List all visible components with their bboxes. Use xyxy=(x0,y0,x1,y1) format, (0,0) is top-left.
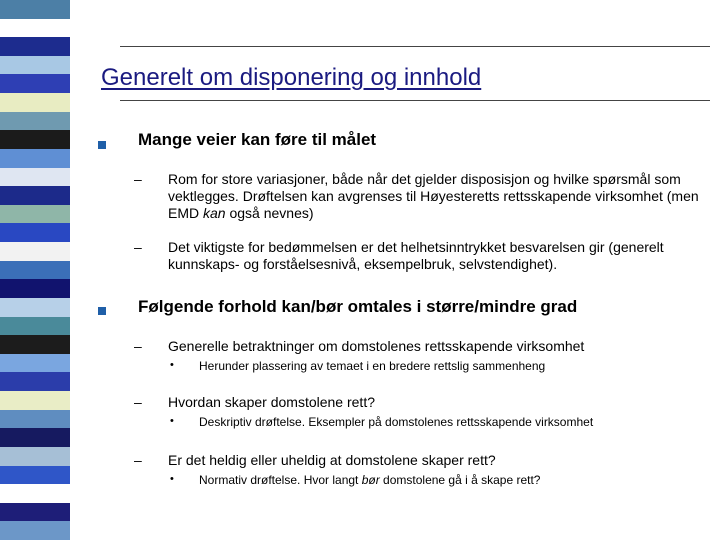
detail-text: Deskriptiv drøftelse. Eksempler på domstolenes rettsskapende virksomhet xyxy=(199,415,594,429)
subpoint-text: Hvordan skaper domstolene rett? xyxy=(168,394,375,410)
stripe-block xyxy=(0,168,70,187)
bullet-square-icon xyxy=(98,307,106,315)
stripe-block xyxy=(0,93,70,112)
stripe-block xyxy=(0,205,70,224)
stripe-block xyxy=(0,410,70,429)
stripe-block xyxy=(0,242,70,261)
dot-bullet: • xyxy=(170,415,174,427)
dot-bullet: • xyxy=(170,473,174,485)
stripe-block xyxy=(0,317,70,336)
dash-bullet: – xyxy=(134,452,142,468)
subpoint-text: Generelle betraktninger om domstolenes rettsskapende virksomhet xyxy=(168,338,585,354)
stripe-block xyxy=(0,354,70,373)
stripe-block xyxy=(0,261,70,280)
section-heading: Følgende forhold kan/bør omtales i større/mindre grad xyxy=(138,297,578,316)
stripe-block xyxy=(0,391,70,410)
stripe-block xyxy=(0,335,70,354)
dash-bullet: – xyxy=(134,239,142,255)
bullet-square-icon xyxy=(98,141,106,149)
stripe-block xyxy=(0,223,70,242)
stripe-block xyxy=(0,428,70,447)
stripe-block xyxy=(0,372,70,391)
top-divider xyxy=(120,46,710,47)
subpoint-text: Er det heldig eller uheldig at domstolene skaper rett? xyxy=(168,452,496,468)
stripe-block xyxy=(0,279,70,298)
dash-bullet: – xyxy=(134,171,142,187)
stripe-block xyxy=(0,130,70,149)
slide-title: Generelt om disponering og innhold xyxy=(101,64,482,91)
stripe-block xyxy=(0,74,70,93)
detail-text: Normativ drøftelse. Hvor langt bør domstolene gå i å skape rett? xyxy=(199,473,541,487)
title-underline-divider xyxy=(120,100,710,101)
stripe-block xyxy=(0,484,70,503)
detail-text: Herunder plassering av temaet i en bredere rettslig sammenheng xyxy=(199,359,546,373)
stripe-block xyxy=(0,37,70,56)
emphasis-text: bør xyxy=(361,473,380,487)
dash-bullet: – xyxy=(134,394,142,410)
stripe-block xyxy=(0,521,70,540)
stripe-block xyxy=(0,466,70,485)
dot-bullet: • xyxy=(170,359,174,371)
stripe-block xyxy=(0,56,70,75)
stripe-block xyxy=(0,149,70,168)
stripe-block xyxy=(0,503,70,522)
emphasis-text: kan xyxy=(203,205,226,221)
dash-bullet: – xyxy=(134,338,142,354)
subpoint-text: Det viktigste for bedømmelsen er det helhetsinntrykket besvarelsen gir (generelt kunnskaps- og forståelsesnivå, eksempelbruk, selvstendighet). xyxy=(168,239,664,272)
subpoint-text: Rom for store variasjoner, både når det gjelder disposisjon og hvilke spørsmål som vektlegges. Drøftelsen kan avgrenses til Høyesteretts rettsskapende virksomhet (men EMD kan også nevnes) xyxy=(168,171,699,221)
stripe-block xyxy=(0,112,70,131)
stripe-block xyxy=(0,447,70,466)
decorative-color-stripe xyxy=(0,0,70,540)
stripe-block xyxy=(0,0,70,19)
stripe-block xyxy=(0,19,70,38)
stripe-block xyxy=(0,186,70,205)
stripe-block xyxy=(0,298,70,317)
section-heading: Mange veier kan føre til målet xyxy=(138,130,377,149)
